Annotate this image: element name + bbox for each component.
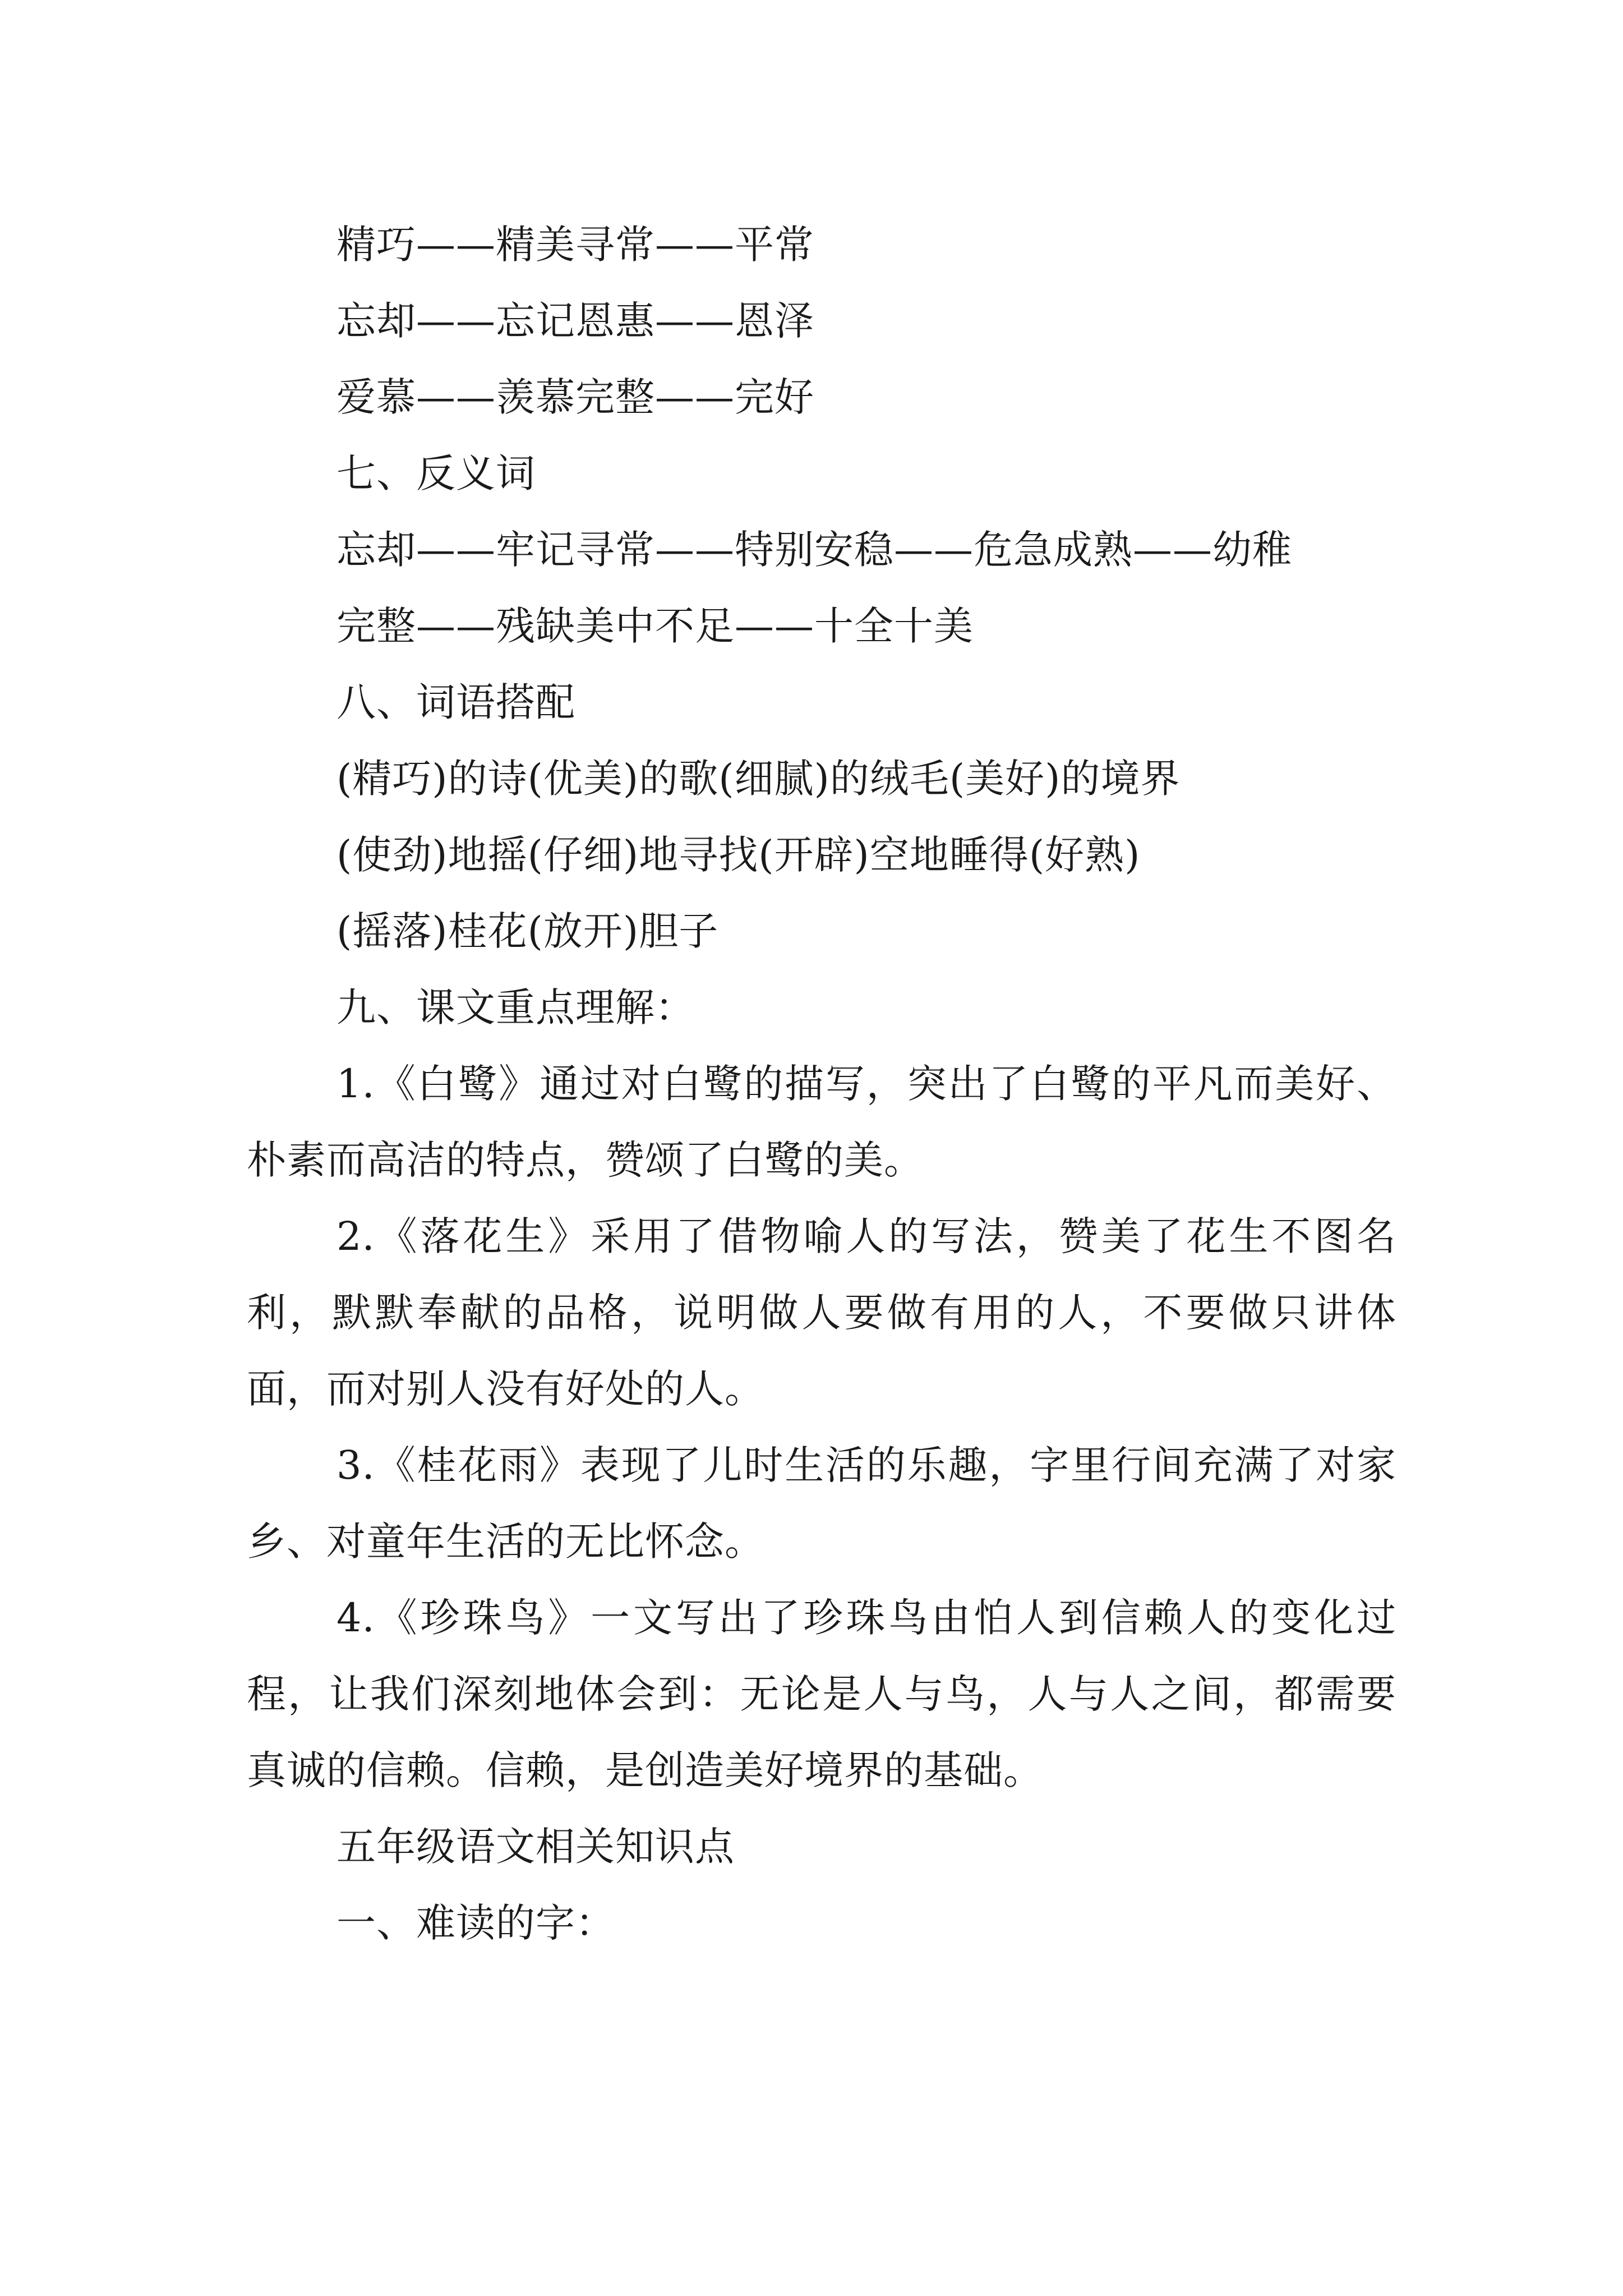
collocation-line-2: (使劲)地摇(仔细)地寻找(开辟)空地睡得(好熟) bbox=[336, 832, 1141, 878]
antonyms-line-2: 完整——残缺美中不足——十全十美 bbox=[336, 603, 974, 649]
antonyms-heading: 七、反义词 bbox=[336, 450, 536, 496]
document-body bbox=[247, 206, 1396, 1961]
collocation-line-1: (精巧)的诗(优美)的歌(细腻)的绒毛(美好)的境界 bbox=[336, 756, 1181, 802]
key-point-4: 4.《珍珠鸟》一文写出了珍珠鸟由怕人到信赖人的变化过程，让我们深刻地体会到：无论是人与鸟，人与人之间，都需要真诚的信赖。信赖，是创造美好境界的基础。 bbox=[247, 1595, 1396, 1793]
synonym-line-2: 忘却——忘记恩惠——恩泽 bbox=[336, 298, 814, 344]
section-title: 五年级语文相关知识点 bbox=[336, 1824, 735, 1870]
key-point-2: 2.《落花生》采用了借物喻人的写法，赞美了花生不图名利，默默奉献的品格，说明做人要做有用的人，不要做只讲体面，而对别人没有好处的人。 bbox=[247, 1213, 1396, 1412]
collocation-heading: 八、词语搭配 bbox=[336, 679, 575, 725]
synonym-line-3: 爱慕——羡慕完整——完好 bbox=[336, 374, 814, 420]
synonym-line-1: 精巧——精美寻常——平常 bbox=[336, 222, 814, 268]
key-points-heading: 九、课文重点理解： bbox=[336, 984, 695, 1030]
difficult-chars-heading: 一、难读的字： bbox=[336, 1900, 615, 1946]
collocation-line-3: (摇落)桂花(放开)胆子 bbox=[336, 908, 719, 954]
key-point-3: 3.《桂花雨》表现了儿时生活的乐趣，字里行间充满了对家乡、对童年生活的无比怀念。 bbox=[247, 1442, 1396, 1565]
key-point-1: 1.《白鹭》通过对白鹭的描写，突出了白鹭的平凡而美好、朴素而高洁的特点，赞颂了白鹭的美。 bbox=[247, 1061, 1396, 1183]
antonyms-line-1: 忘却——牢记寻常——特别安稳——危急成熟——幼稚 bbox=[336, 527, 1292, 573]
